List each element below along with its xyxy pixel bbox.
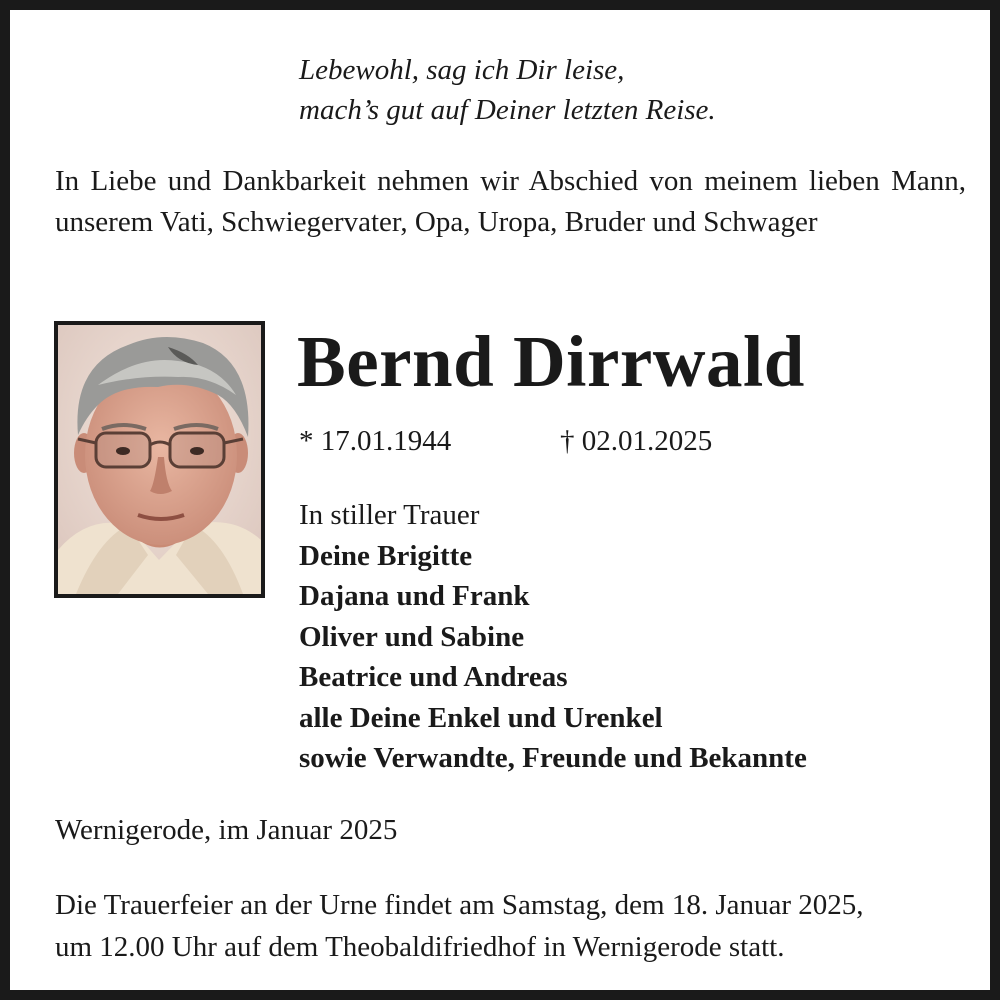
poem-line-1: Lebewohl, sag ich Dir leise,	[299, 54, 625, 86]
farewell-poem	[299, 50, 959, 130]
mourners-list	[299, 495, 807, 779]
funeral-service-info	[55, 884, 967, 968]
death-date: † 02.01.2025	[560, 425, 713, 457]
portrait-image	[58, 325, 261, 594]
service-line-2: um 12.00 Uhr auf dem Theobaldifriedhof in Wernigerode statt.	[55, 931, 785, 963]
mourner-name: alle Deine Enkel und Urenkel	[299, 701, 663, 734]
deceased-name: Bernd Dirrwald	[297, 321, 805, 402]
mourner-name: sowie Verwandte, Freunde und Bekannte	[299, 742, 807, 774]
service-line-1: Die Trauerfeier an der Urne findet am Samstag, dem 18. Januar 2025,	[55, 889, 864, 921]
mourner-name: Oliver und Sabine	[299, 620, 525, 653]
intro-text: In Liebe und Dankbarkeit nehmen wir Abschied von meinem lieben Mann, unserem Vati, Schwiegervater, Opa, Uropa, Bruder und Schwager	[55, 165, 966, 238]
mourner-name: Deine Brigitte	[299, 539, 473, 572]
mourners-heading: In stiller Trauer	[299, 499, 480, 531]
place-and-date: Wernigerode, im Januar 2025	[55, 814, 398, 846]
portrait-photo	[54, 321, 265, 598]
poem-line-2: mach’s gut auf Deiner letzten Reise.	[299, 94, 716, 126]
birth-date: * 17.01.1944	[299, 425, 452, 457]
mourner-name: Dajana und Frank	[299, 580, 530, 612]
mourner-name: Beatrice und Andreas	[299, 661, 568, 693]
